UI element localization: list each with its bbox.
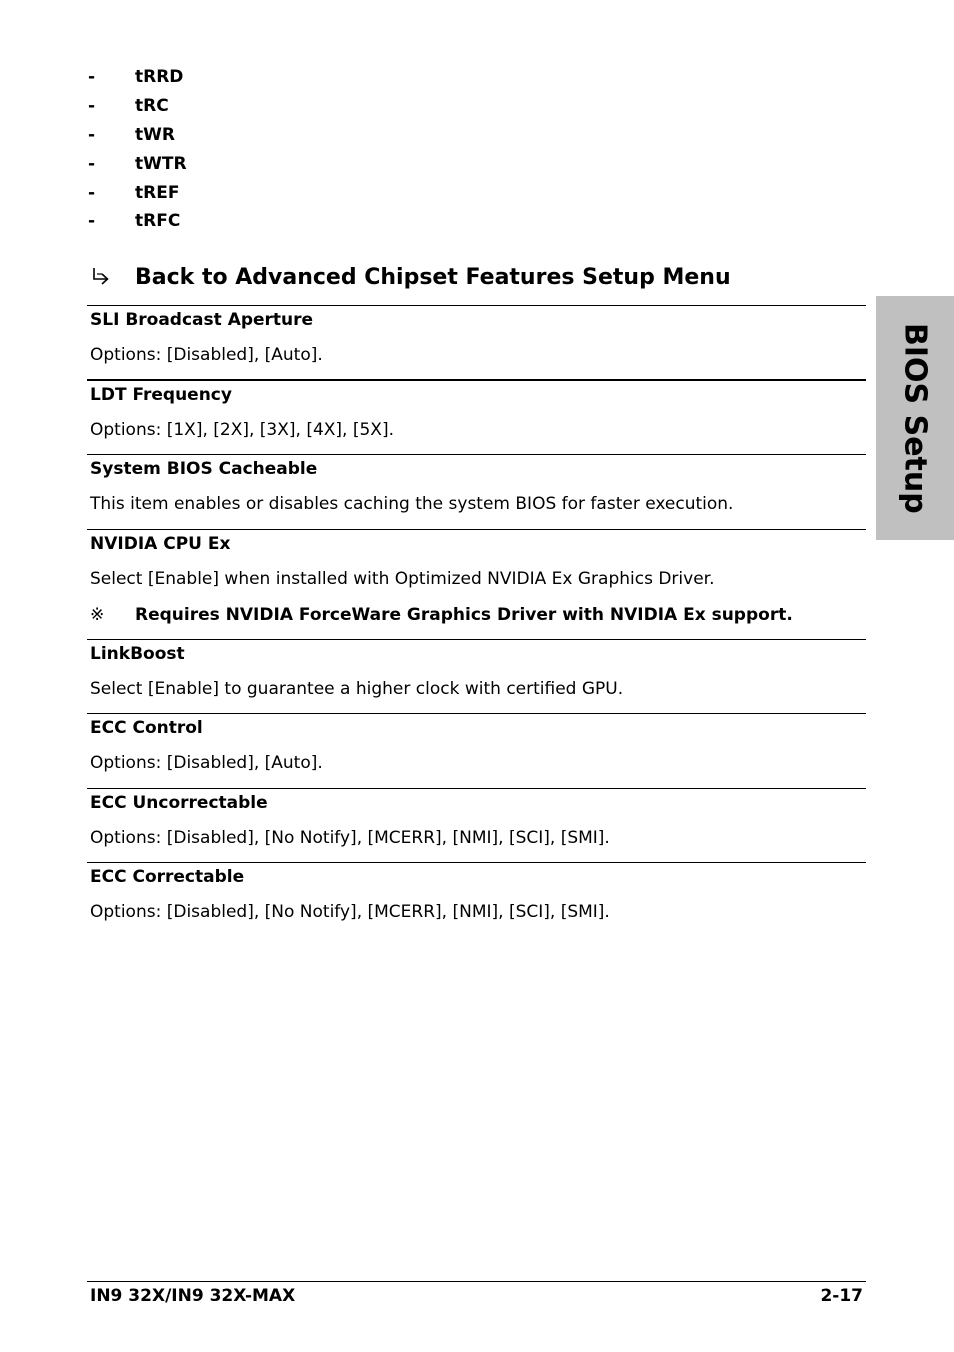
dash: - [88, 124, 96, 145]
list-item [88, 63, 187, 92]
list-item-label: tRRD [135, 67, 184, 88]
chapter-tab [876, 296, 954, 540]
setting-title: ECC Uncorrectable [90, 793, 268, 813]
note-text: Requires NVIDIA ForceWare Graphics Driver with NVIDIA Ex support. [135, 605, 793, 625]
page-footer [87, 1281, 866, 1312]
setting-ecc-uncorrectable [87, 788, 866, 863]
setting-ecc-correctable [87, 862, 866, 937]
list-item [88, 121, 187, 150]
list-item [88, 92, 187, 121]
chapter-tab-label: BIOS Setup [897, 322, 933, 514]
setting-description: Options: [Disabled], [Auto]. [90, 753, 323, 773]
setting-title: LinkBoost [90, 644, 185, 664]
back-to-menu-heading [90, 262, 731, 292]
setting-ldt-frequency [87, 379, 866, 455]
list-item-label: tREF [135, 182, 180, 203]
return-arrow-icon [90, 262, 135, 292]
list-item-label: tWR [135, 124, 175, 145]
setting-description: Options: [1X], [2X], [3X], [4X], [5X]. [90, 420, 394, 440]
dash: - [88, 211, 96, 232]
list-item [88, 149, 187, 178]
setting-title: ECC Control [90, 718, 203, 738]
setting-title: System BIOS Cacheable [90, 459, 318, 479]
setting-description: Options: [Disabled], [No Notify], [MCERR], [NMI], [SCI], [SMI]. [90, 828, 610, 848]
setting-system-bios-cacheable [87, 454, 866, 529]
dash: - [88, 67, 96, 88]
setting-description: This item enables or disables caching the system BIOS for faster execution. [90, 494, 734, 514]
list-item [88, 178, 187, 207]
section-heading: Back to Advanced Chipset Features Setup Menu [135, 264, 731, 290]
setting-nvidia-cpu-ex [87, 529, 866, 640]
page-number: 2-17 [820, 1286, 863, 1306]
dash: - [88, 96, 96, 117]
list-item-label: tRFC [135, 211, 181, 232]
setting-ecc-control [87, 713, 866, 788]
setting-description: Options: [Disabled], [No Notify], [MCERR], [NMI], [SCI], [SMI]. [90, 902, 610, 922]
setting-description: Select [Enable] to guarantee a higher clock with certified GPU. [90, 679, 624, 699]
list-item-label: tRC [135, 96, 169, 117]
setting-note [90, 605, 793, 625]
setting-title: LDT Frequency [90, 385, 232, 405]
setting-description: Select [Enable] when installed with Optimized NVIDIA Ex Graphics Driver. [90, 569, 715, 589]
list-item-label: tWTR [135, 153, 187, 174]
timing-list [88, 63, 187, 236]
setting-title: SLI Broadcast Aperture [90, 310, 314, 330]
setting-title: NVIDIA CPU Ex [90, 534, 231, 554]
setting-sli-broadcast-aperture [87, 305, 866, 380]
list-item [88, 207, 187, 236]
dash: - [88, 153, 96, 174]
reference-mark-icon: ※ [90, 605, 105, 625]
dash: - [88, 182, 96, 203]
setting-description: Options: [Disabled], [Auto]. [90, 345, 323, 365]
setting-linkboost [87, 639, 866, 714]
setting-title: ECC Correctable [90, 867, 245, 887]
model-name: IN9 32X/IN9 32X-MAX [90, 1286, 296, 1306]
